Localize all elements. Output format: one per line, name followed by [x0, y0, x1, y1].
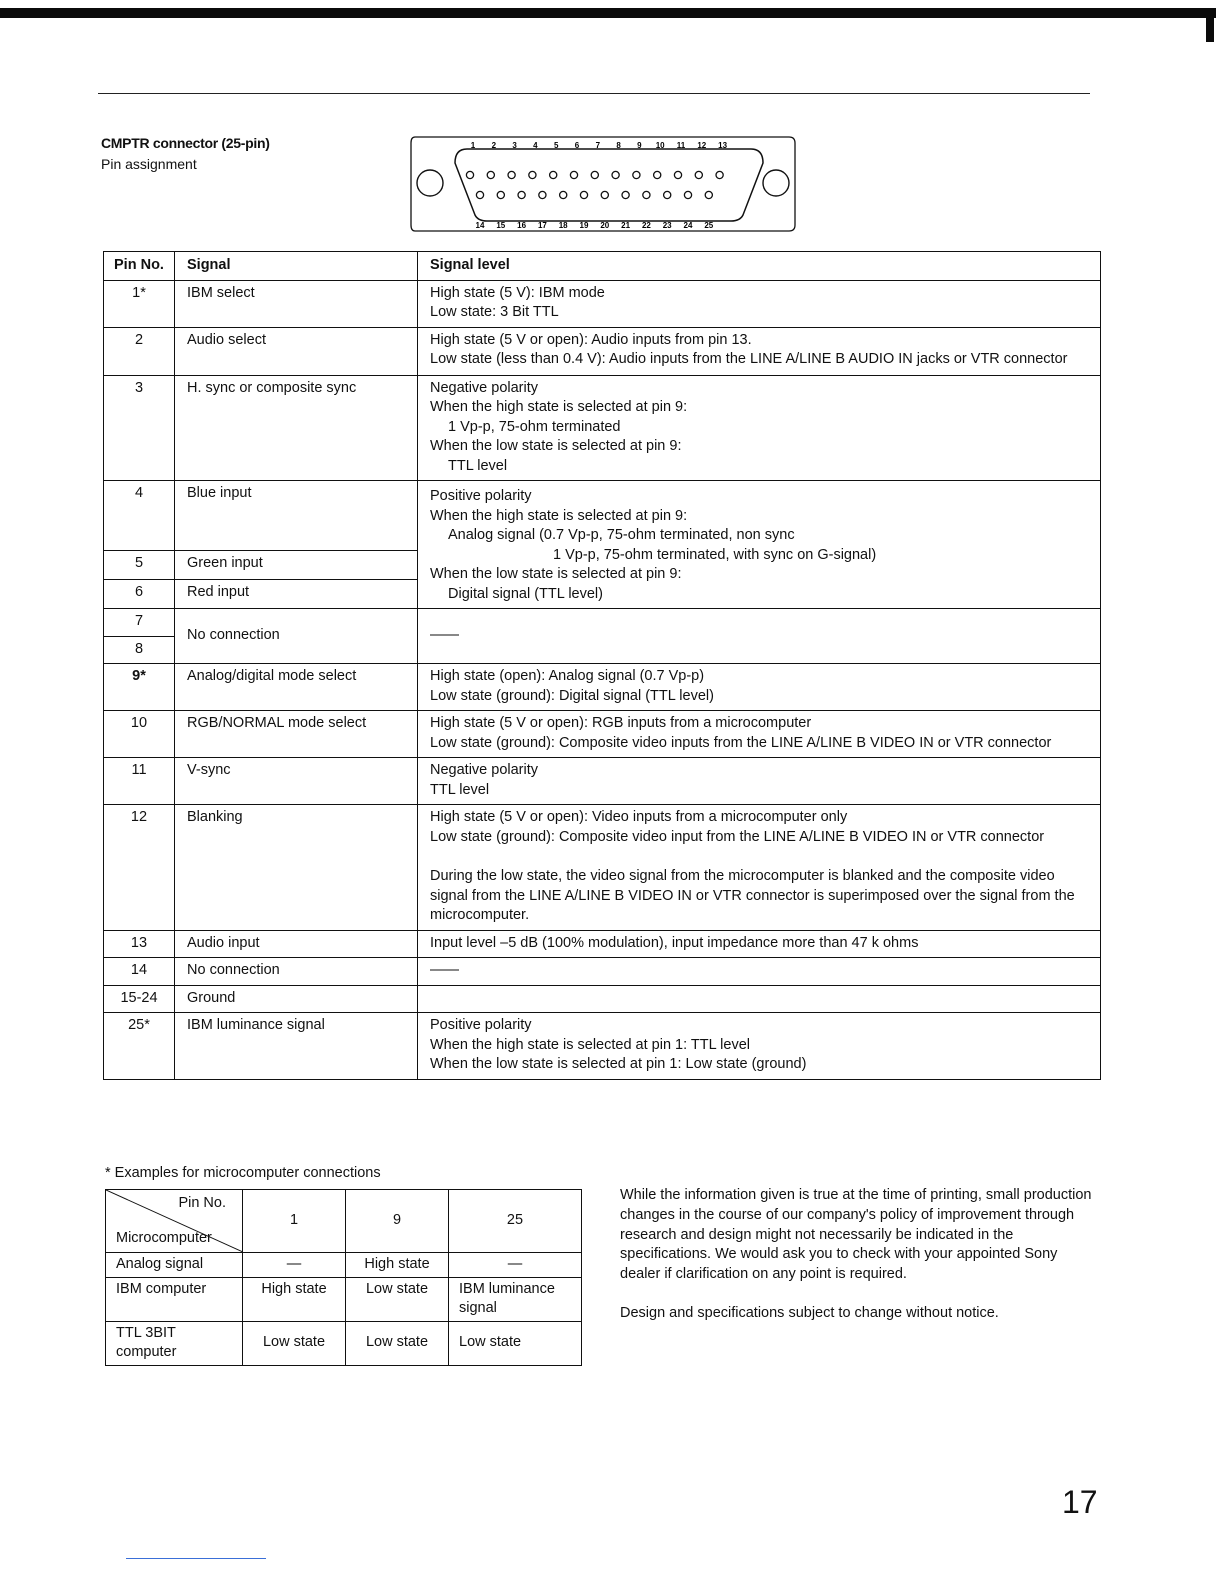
- pin-number-label: 22: [641, 221, 651, 230]
- signal-name: Audio select: [175, 327, 418, 375]
- pin-hole: [695, 171, 702, 178]
- level-line: High state (5 V): IBM mode: [430, 284, 605, 301]
- cell: Low state: [346, 1321, 449, 1365]
- level-line: When the low state is selected at pin 9:: [430, 566, 682, 582]
- level-line: Low state (less than 0.4 V): Audio inputs from the LINE A/LINE B AUDIO IN jacks or VTR connector: [430, 351, 1068, 367]
- signal-name: No connection: [175, 609, 418, 664]
- pin-hole: [716, 171, 723, 178]
- examples-row: [106, 1277, 582, 1321]
- pin-hole: [622, 191, 629, 198]
- pin-number-label: 6: [574, 141, 580, 150]
- signal-name: Ground: [175, 985, 418, 1013]
- level-line: High state (open): Analog signal (0.7 Vp-p): [430, 668, 705, 684]
- pin-number-label: 12: [697, 141, 707, 150]
- signal-name: Red input: [175, 580, 418, 609]
- signal-name: Analog/digital mode select: [175, 664, 418, 711]
- pin-number: 4: [104, 481, 175, 551]
- pin-number-label: 18: [558, 221, 568, 230]
- disclaimer-notice: [620, 1186, 1100, 1343]
- corner-pin-label: Pin No.: [178, 1195, 226, 1211]
- cell: IBM luminance signal: [449, 1277, 582, 1321]
- pin-number-label: 17: [537, 221, 547, 230]
- pin-number: 9*: [104, 664, 175, 711]
- cell: Low state: [243, 1321, 346, 1365]
- pin-number: 8: [104, 636, 175, 664]
- cell: High state: [346, 1253, 449, 1278]
- pin-number-label: 1: [470, 141, 476, 150]
- table-row: [104, 758, 1101, 805]
- examples-table: [105, 1189, 582, 1366]
- col-header: 25: [449, 1190, 582, 1253]
- signal-level: ——: [418, 609, 1101, 664]
- pin-hole: [643, 191, 650, 198]
- row-name: IBM computer: [106, 1277, 243, 1321]
- left-mount-hole-icon: [417, 170, 443, 196]
- signal-name: Blanking: [175, 805, 418, 931]
- level-line: Low state (ground): Digital signal (TTL level): [430, 687, 714, 704]
- level-line: High state (5 V or open): RGB inputs from a microcomputer: [430, 715, 812, 731]
- pin-number: 2: [104, 327, 175, 375]
- pin-hole: [580, 191, 587, 198]
- pin-hole: [705, 191, 712, 198]
- level-line: TTL level: [430, 781, 490, 798]
- pin-hole: [539, 191, 546, 198]
- header-rule: [98, 93, 1090, 94]
- row-name: Analog signal: [106, 1253, 243, 1278]
- signal-level: [418, 664, 1101, 711]
- level-line: Low state (ground): Composite video input from the LINE A/LINE B VIDEO IN or VTR connector: [430, 828, 1045, 845]
- level-line: Negative polarity: [430, 762, 538, 778]
- pin-number-label: 16: [517, 221, 527, 230]
- level-line: When the low state is selected at pin 1: Low state (ground): [430, 1056, 807, 1072]
- pin-assignment-table: [103, 251, 1101, 1080]
- signal-level: [418, 1013, 1101, 1080]
- level-line: Input level –5 dB (100% modulation), input impedance more than 47 k ohms: [430, 934, 919, 951]
- pin-number: 13: [104, 930, 175, 958]
- table-row: [104, 711, 1101, 758]
- corner-cell: [106, 1190, 243, 1253]
- level-line: TTL level: [448, 457, 508, 474]
- bottom-link-underline: [126, 1558, 266, 1559]
- signal-level: [418, 805, 1101, 931]
- level-line: Positive polarity: [430, 488, 532, 504]
- change-notice: Design and specifications subject to change without notice.: [620, 1304, 999, 1321]
- pin-hole: [633, 171, 640, 178]
- pin-hole: [591, 171, 598, 178]
- level-line: When the high state is selected at pin 1: TTL level: [430, 1036, 750, 1053]
- pin-hole: [487, 171, 494, 178]
- pin-number-label: 19: [579, 221, 589, 230]
- right-mount-hole-icon: [763, 170, 789, 196]
- page-number: 17: [1062, 1484, 1098, 1520]
- cell: Low state: [346, 1277, 449, 1321]
- disclaimer-paragraph: While the information given is true at the time of printing, small production changes in the course of our company's policy of improvement through research and design might not necessarily be indicated in the specifications. We would ask you to check with your appointed Sony dealer if clarification on any point is required.: [620, 1187, 1092, 1283]
- row-name: TTL 3BIT computer: [106, 1321, 243, 1365]
- pin-number-label: 2: [491, 141, 497, 150]
- level-line: High state (5 V or open): Audio inputs from pin 13.: [430, 331, 752, 348]
- header-signal: Signal: [175, 252, 418, 281]
- pin-hole: [518, 191, 525, 198]
- level-line: Low state (ground): Composite video inputs from the LINE A/LINE B VIDEO IN or VTR connector: [430, 734, 1052, 751]
- pin-number-label: 3: [512, 141, 517, 150]
- corner-microcomputer-label: Microcomputer: [116, 1229, 212, 1246]
- signal-level: [418, 327, 1101, 375]
- pin-hole: [570, 171, 577, 178]
- signal-name: IBM luminance signal: [175, 1013, 418, 1080]
- pin-hole: [560, 191, 567, 198]
- col-header: 1: [243, 1190, 346, 1253]
- level-line: Digital signal (TTL level): [448, 585, 603, 602]
- examples-row: [106, 1253, 582, 1278]
- pin-number: 6: [104, 580, 175, 609]
- pin-number: 5: [104, 551, 175, 580]
- pin-hole: [476, 191, 483, 198]
- pin-number-label: 24: [683, 221, 693, 230]
- connector-diagram: [409, 135, 799, 238]
- cell: High state: [243, 1277, 346, 1321]
- signal-level: [418, 711, 1101, 758]
- pin-number-label: 11: [676, 141, 686, 150]
- examples-row: [106, 1321, 582, 1365]
- header-signal-level: Signal level: [418, 252, 1101, 281]
- header-pin-no: Pin No.: [104, 252, 175, 281]
- pin-number-label: 21: [621, 221, 631, 230]
- pin-number: 3: [104, 375, 175, 481]
- table-row: [104, 609, 1101, 637]
- examples-header-row: [106, 1190, 582, 1253]
- connector-title: CMPTR connector (25-pin): [101, 135, 270, 151]
- pin-number-label: 20: [600, 221, 610, 230]
- signal-level: [418, 958, 1101, 986]
- signal-level: [418, 985, 1101, 1013]
- level-line: 1 Vp-p, 75-ohm terminated: [448, 418, 621, 435]
- table-row: [104, 930, 1101, 958]
- pin-hole: [529, 171, 536, 178]
- level-line: Negative polarity: [430, 379, 538, 396]
- level-line: When the high state is selected at pin 9:: [430, 399, 688, 415]
- level-line: Analog signal (0.7 Vp-p, 75-ohm terminated, non sync: [448, 527, 795, 543]
- signal-name: Blue input: [175, 481, 418, 551]
- pin-number-label: 4: [533, 141, 538, 150]
- pin-hole: [601, 191, 608, 198]
- table-row: [104, 481, 1101, 551]
- col-header: 9: [346, 1190, 449, 1253]
- pin-hole: [612, 171, 619, 178]
- pin-number: 1*: [104, 280, 175, 327]
- pin-hole: [550, 171, 557, 178]
- pin-hole: [684, 191, 691, 198]
- signal-name: Audio input: [175, 930, 418, 958]
- pin-number: 25*: [104, 1013, 175, 1080]
- pin-hole: [654, 171, 661, 178]
- table-row: [104, 327, 1101, 375]
- pin-hole: [508, 171, 515, 178]
- pin-hole: [497, 191, 504, 198]
- signal-level: [418, 758, 1101, 805]
- signal-name: RGB/NORMAL mode select: [175, 711, 418, 758]
- level-line: When the high state is selected at pin 9:: [430, 507, 688, 524]
- pin-number: 10: [104, 711, 175, 758]
- level-line: 1 Vp-p, 75-ohm terminated, with sync on G-signal): [553, 546, 877, 563]
- signal-level: [418, 375, 1101, 481]
- pin-number: 12: [104, 805, 175, 931]
- pin-number-label: 9: [637, 141, 642, 150]
- pin-number-label: 7: [595, 141, 601, 150]
- connector-subtitle: Pin assignment: [101, 156, 197, 172]
- table-row: [104, 280, 1101, 327]
- pin-number: 7: [104, 609, 175, 637]
- signal-level-rgb: [418, 481, 1101, 609]
- table-row: [104, 958, 1101, 986]
- level-line: When the low state is selected at pin 9:: [430, 438, 682, 454]
- signal-name: H. sync or composite sync: [175, 375, 418, 481]
- table-row: [104, 664, 1101, 711]
- signal-name: IBM select: [175, 280, 418, 327]
- level-line: ——: [430, 962, 459, 978]
- examples-title: * Examples for microcomputer connections: [105, 1165, 381, 1181]
- pin-number-label: 14: [475, 221, 485, 230]
- table-row: [104, 1013, 1101, 1080]
- level-line: Low state: 3 Bit TTL: [430, 304, 559, 320]
- pin-number: 15-24: [104, 985, 175, 1013]
- dsub25-connector-figure: [409, 135, 799, 233]
- pin-number-label: 5: [553, 141, 559, 150]
- level-line: High state (5 V or open): Video inputs from a microcomputer only: [430, 809, 848, 825]
- pin-number-label: 10: [655, 141, 665, 150]
- pin-number-label: 25: [704, 221, 714, 230]
- table-row: [104, 985, 1101, 1013]
- pin-number: 14: [104, 958, 175, 986]
- signal-name: No connection: [175, 958, 418, 986]
- level-line: Positive polarity: [430, 1017, 532, 1033]
- signal-name: Green input: [175, 551, 418, 580]
- pin-number-label: 15: [496, 221, 506, 230]
- signal-level: [418, 930, 1101, 958]
- cell: —: [243, 1253, 346, 1278]
- pin-hole: [664, 191, 671, 198]
- pin-hole: [674, 171, 681, 178]
- table-row: [104, 805, 1101, 931]
- pin-number: 11: [104, 758, 175, 805]
- pin-number-label: 13: [718, 141, 728, 150]
- signal-level: [418, 280, 1101, 327]
- table-row: [104, 375, 1101, 481]
- level-line: During the low state, the video signal from the microcomputer is blanked and the composite video signal from the LINE A/LINE B VIDEO IN or VTR connector is superimposed over the signal from the microcomputer.: [430, 868, 1075, 923]
- pin-number-label: 8: [616, 141, 621, 150]
- top-border-bar: [0, 8, 1216, 18]
- pin-hole: [466, 171, 473, 178]
- pin-number-label: 23: [662, 221, 672, 230]
- top-border-tick: [1206, 8, 1214, 42]
- table-header-row: [104, 252, 1101, 281]
- cell: —: [449, 1253, 582, 1278]
- signal-name: V-sync: [175, 758, 418, 805]
- cell: Low state: [449, 1321, 582, 1365]
